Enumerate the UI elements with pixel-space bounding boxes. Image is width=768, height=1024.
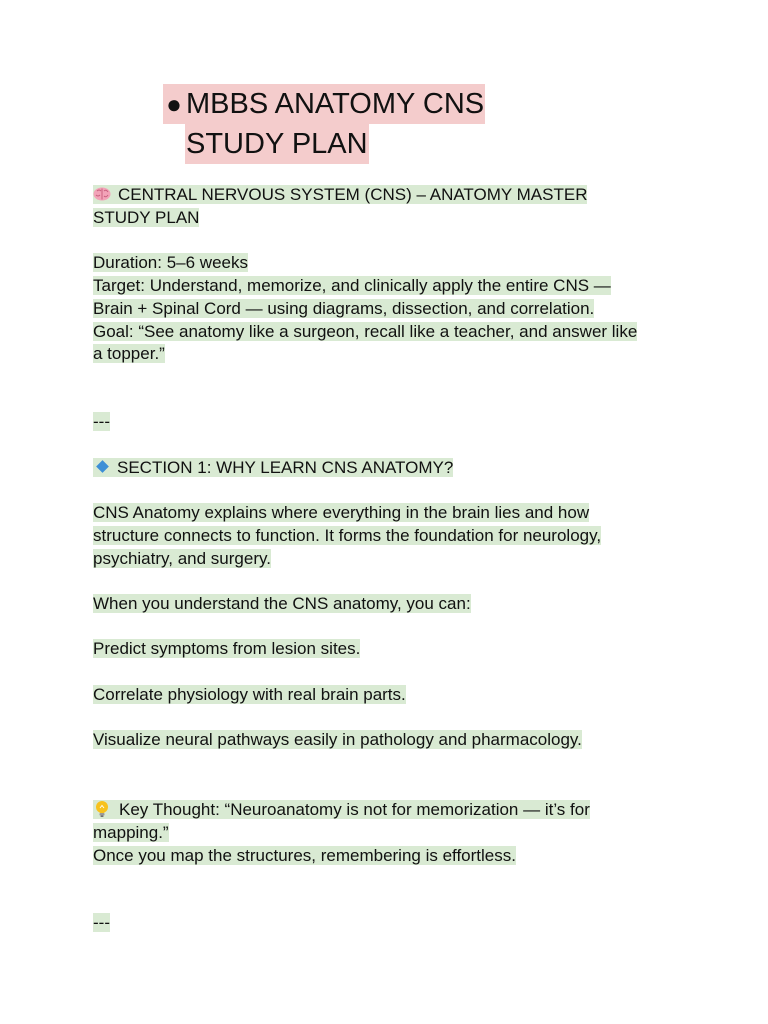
point-2: Correlate physiology with real brain parts. [93, 684, 406, 704]
intro-line-1: CNS Anatomy explains where everything in the brain lies and how [93, 502, 590, 522]
title-line-2 [163, 124, 563, 164]
main-heading-line-1: CENTRAL NERVOUS SYSTEM (CNS) – ANATOMY MASTER [118, 185, 588, 204]
key-thought-line-3: Once you map the structures, remembering is effortless. [93, 845, 516, 865]
main-heading [93, 184, 683, 230]
title-bullet: ● [163, 84, 185, 124]
section-1-heading [93, 457, 683, 480]
light-bulb-icon [93, 800, 111, 818]
divider-2: --- [93, 913, 110, 933]
point-1: Predict symptoms from lesion sites. [93, 639, 361, 659]
main-heading-line-2: STUDY PLAN [93, 207, 200, 227]
target-text-line-1: Target: Understand, memorize, and clinically apply the entire CNS — [93, 275, 611, 295]
title-text-line-1: MBBS ANATOMY CNS [185, 84, 485, 124]
section-1-heading-text: SECTION 1: WHY LEARN CNS ANATOMY? [117, 457, 454, 477]
list-item [93, 638, 683, 661]
key-thought-line-2: mapping.” [93, 822, 169, 842]
document-body [93, 184, 683, 935]
title-text-line-2: STUDY PLAN [185, 124, 369, 164]
goal-text-line-1: Goal: “See anatomy like a surgeon, recall like a teacher, and answer like [93, 321, 638, 341]
point-3: Visualize neural pathways easily in pathology and pharmacology. [93, 730, 582, 750]
target-text-line-2: Brain + Spinal Cord — using diagrams, dissection, and correlation. [93, 298, 595, 318]
can-intro: When you understand the CNS anatomy, you can: [93, 593, 471, 613]
duration-text: Duration: 5–6 weeks [93, 253, 248, 273]
brain-icon [93, 187, 111, 201]
list-item [93, 729, 683, 752]
small-blue-diamond-icon [96, 460, 109, 473]
plan-overview [93, 252, 683, 366]
goal-text-line-2: a topper.” [93, 344, 165, 364]
section-1-intro [93, 502, 683, 570]
key-thought-line-1: Key Thought: “Neuroanatomy is not for memorization — it’s for [119, 799, 590, 819]
title-line-1 [163, 84, 563, 124]
intro-line-2: structure connects to function. It forms the foundation for neurology, [93, 525, 602, 545]
document-title [163, 84, 563, 164]
list-item [93, 684, 683, 707]
key-thought [93, 797, 683, 867]
divider-1: --- [93, 412, 110, 432]
intro-line-3: psychiatry, and surgery. [93, 548, 271, 568]
